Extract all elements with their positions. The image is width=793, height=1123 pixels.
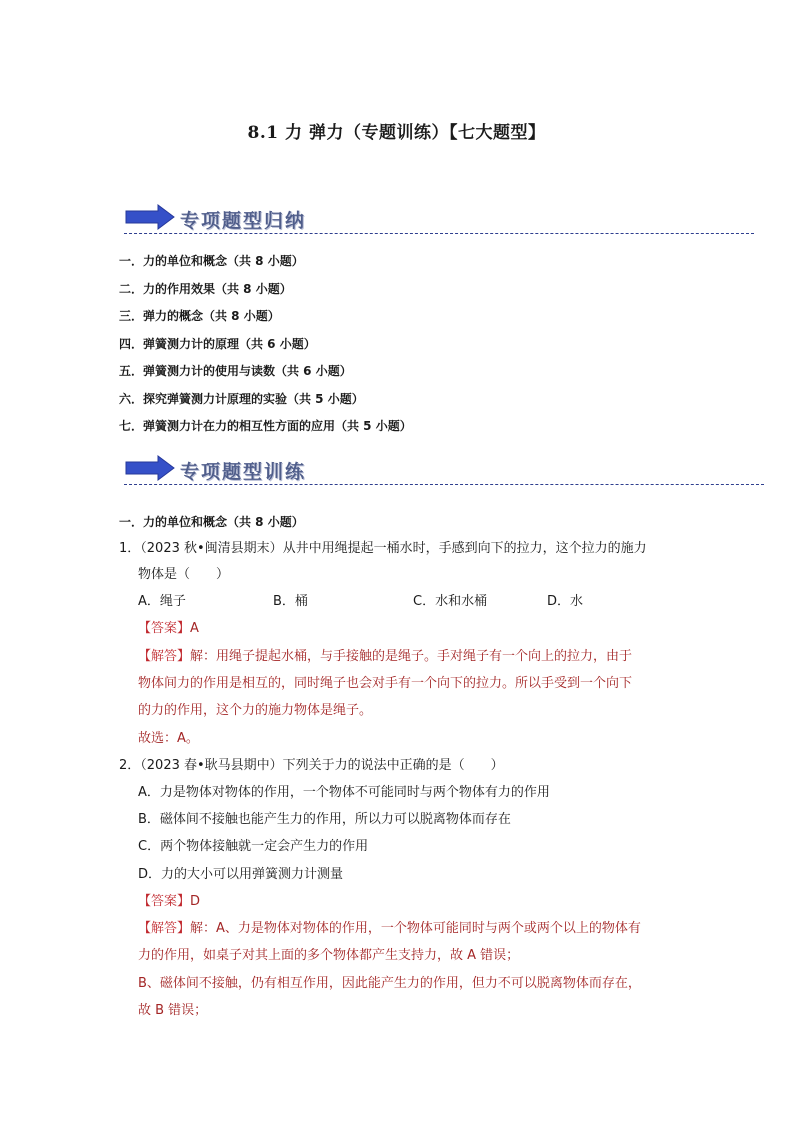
analysis-line: 力的作用，如桌子对其上面的多个物体都产生支持力，故 A 错误； (138, 948, 520, 963)
toc-item: 五．弹簧测力计的使用与读数（共 6 小题） (119, 364, 352, 378)
question-1-options (138, 593, 693, 611)
analysis-choice: 故选：A。 (138, 731, 199, 746)
answer-line (138, 893, 693, 911)
dashed-divider (124, 484, 764, 485)
answer-value: A (190, 621, 199, 636)
toc-list (119, 252, 412, 445)
analysis-line: B、磁体间不接触，仍有相互作用，因此能产生力的作用，但力不可以脱离物体而存在， (138, 976, 641, 991)
arrow-right-icon (124, 453, 176, 483)
toc-item: 七．弹簧测力计在力的相互性方面的应用（共 5 小题） (119, 419, 412, 433)
analysis-text: 解：A、力是物体对物体的作用，一个物体可能同时与两个或两个以上的物体有 (190, 921, 641, 936)
option-a: A．绳子 (138, 594, 186, 609)
option-d: D．水 (547, 594, 584, 609)
answer-line (138, 620, 693, 638)
analysis-tag: 【解答】 (138, 921, 191, 936)
toc-item: 六．探究弹簧测力计原理的实验（共 5 小题） (119, 391, 364, 406)
toc-item: 三．弹力的概念（共 8 小题） (119, 309, 280, 323)
answer-tag: 【答案】 (138, 894, 191, 909)
arrow-right-icon (124, 202, 176, 232)
section-heading: 一．力的单位和概念（共 8 小题） (119, 515, 304, 529)
section-banner-summary (124, 202, 754, 238)
answer-tag: 【答案】 (138, 621, 191, 636)
analysis-tag: 【解答】 (138, 649, 191, 664)
option-d: D．力的大小可以用弹簧测力计测量 (138, 867, 344, 882)
analysis-line: 物体间力的作用是相互的，同时绳子也会对手有一个向下的拉力。所以手受到一个向下 (138, 676, 633, 691)
banner-title: 专项题型归纳 (180, 210, 307, 232)
section-banner-training (124, 453, 764, 489)
analysis-line: 故 B 错误； (138, 1003, 208, 1018)
answer-value: D (190, 894, 201, 909)
option-a: A．力是物体对物体的作用，一个物体不可能同时与两个物体有力的作用 (138, 785, 550, 800)
analysis-line (138, 648, 693, 666)
toc-item: 四．弹簧测力计的原理（共 6 小题） (119, 336, 316, 351)
toc-item: 二．力的作用效果（共 8 小题） (119, 281, 292, 296)
analysis-line: 的力的作用，这个力的施力物体是绳子。 (138, 703, 373, 718)
question-1-stem-cont: 物体是（ ） (138, 567, 230, 582)
analysis-line (138, 920, 693, 938)
toc-item: 一．力的单位和概念（共 8 小题） (119, 254, 304, 268)
dashed-divider (124, 233, 754, 234)
page-title: 8.1 力 弹力（专题训练）【七大题型】 (247, 123, 546, 143)
option-b: B．桶 (273, 594, 308, 609)
question-2-stem: 2．（2023 春•耿马县期中）下列关于力的说法中正确的是（ ） (119, 758, 504, 773)
banner-title: 专项题型训练 (180, 461, 307, 483)
analysis-text: 解：用绳子提起水桶，与手接触的是绳子。手对绳子有一个向上的拉力，由于 (190, 649, 633, 664)
option-c: C．两个物体接触就一定会产生力的作用 (138, 839, 369, 854)
question-1-stem: 1．（2023 秋•闽清县期末）从井中用绳提起一桶水时，手感到向下的拉力，这个拉力的施力 (119, 541, 647, 556)
option-b: B．磁体间不接触也能产生力的作用，所以力可以脱离物体而存在 (138, 812, 511, 827)
option-c: C．水和水桶 (413, 594, 488, 609)
